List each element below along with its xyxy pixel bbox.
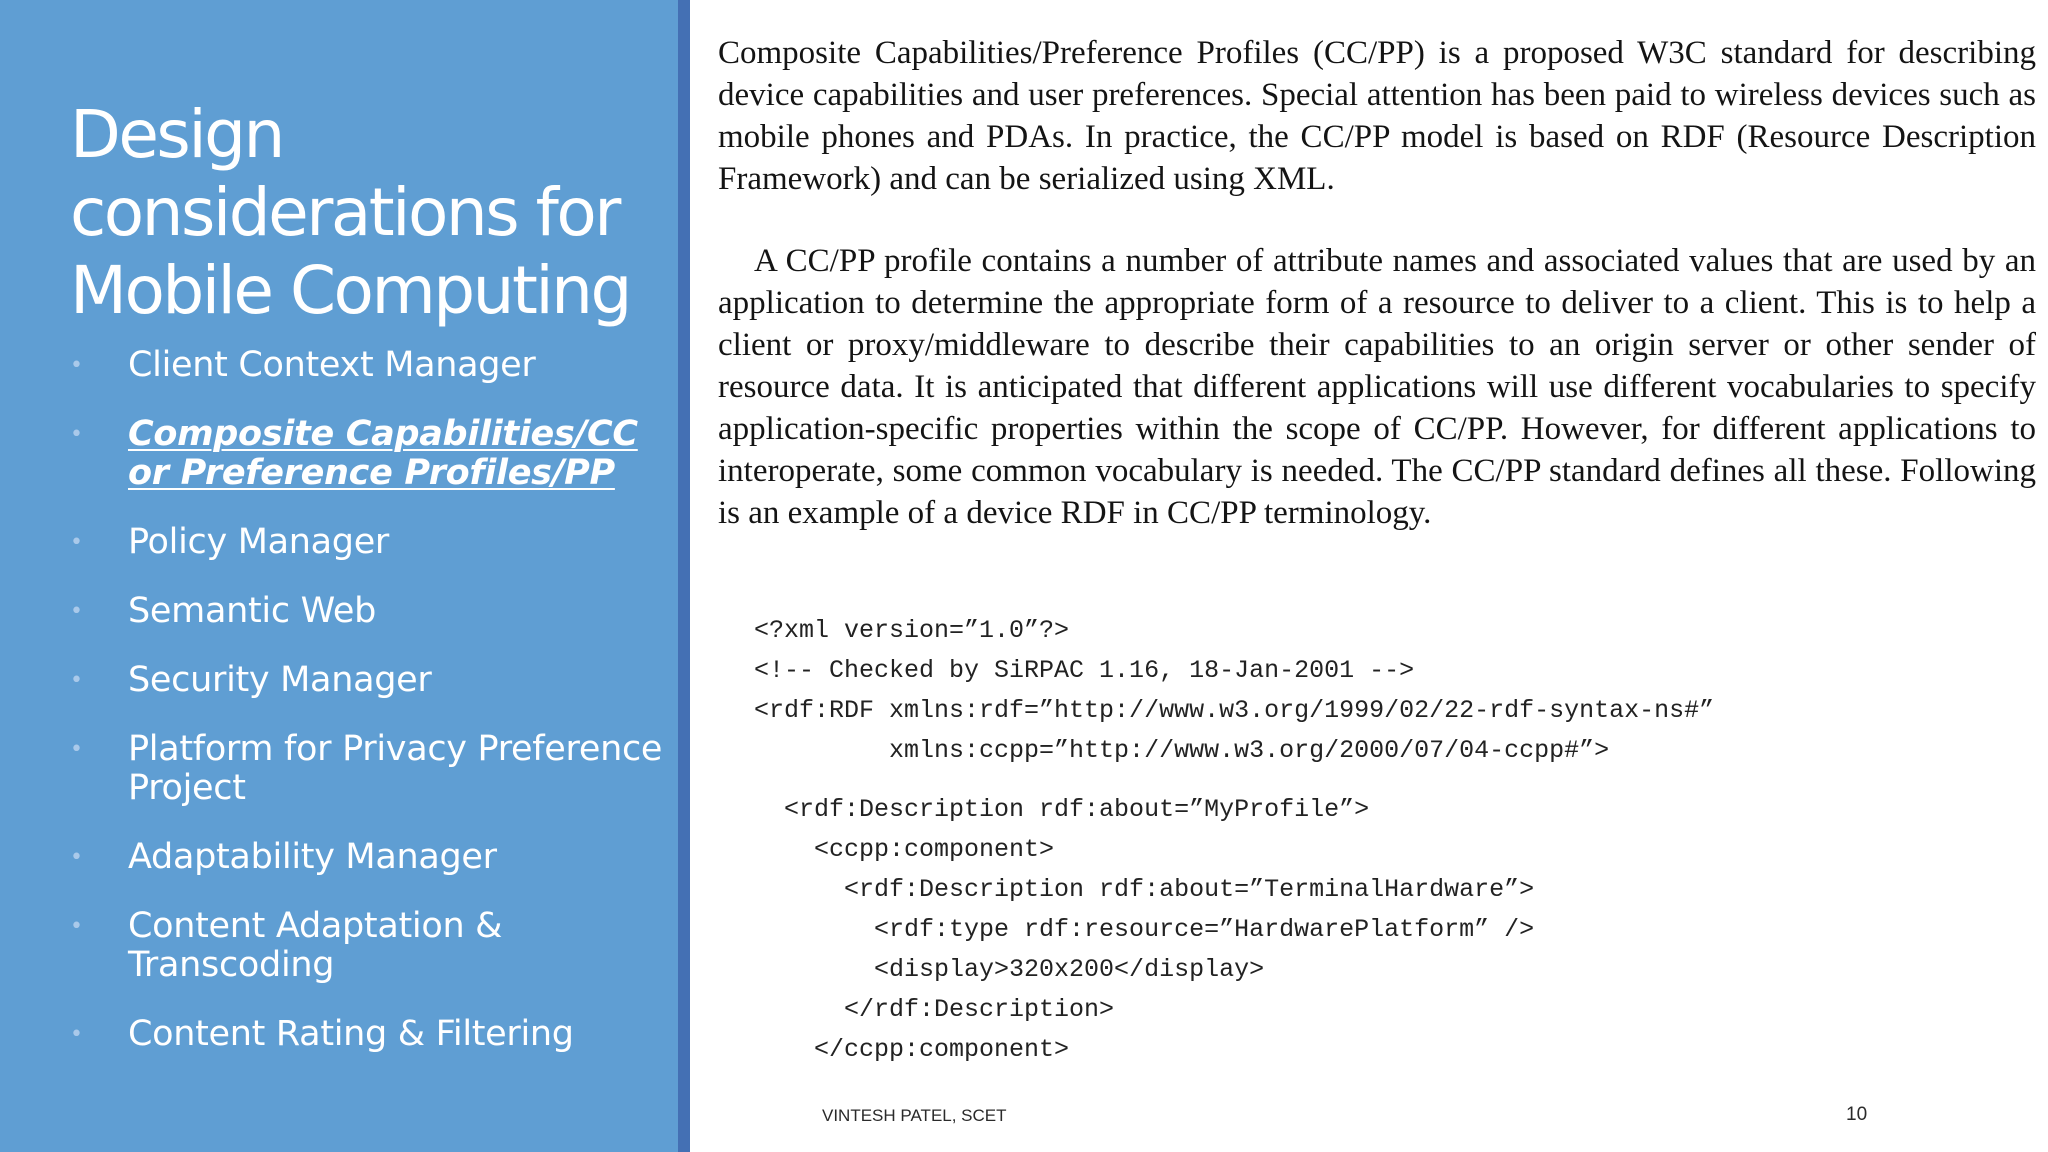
code-line: <?xml version=”1.0”?> [754,616,1070,645]
code-line: xmlns:ccpp=”http://www.w3.org/2000/07/04-ccpp#”> [754,736,1610,765]
bullet-text: Platform for Privacy Preference Project [128,729,663,808]
bullet-dot-icon: • [70,530,83,555]
document-paragraph: Composite Capabilities/Preference Profiles (CC/PP) is a proposed W3C standard for describing device capabilities and user preferences. Special attention has been paid to wireless devices such as mobile phones and PDAs. In practice, the CC/PP model is based on RDF (Resource Description Framework) and can be serialized using XML. [718,35,2036,197]
footer-author: VINTESH PATEL, SCET [822,1106,1007,1125]
bullet-item [70,1015,670,1054]
code-line: </rdf:Description> [754,995,1115,1024]
document-paragraph: A CC/PP profile contains a number of attribute names and associated values that are used by an application to determine the appropriate form of a resource to deliver to a client. This is to help a client or proxy/middleware to describe their capabilities to an origin server or other sender of resource data. It is anticipated that different applications will use different vocabularies to specify application-specific properties within the scope of CC/PP. However, for different applications to interoperate, some common vocabulary is needed. The CC/PP standard defines all these. Following is an example of a device RDF in CC/PP terminology. [718,243,2036,531]
bullet-dot-icon: • [70,668,83,693]
bullet-text: Client Context Manager [128,345,536,385]
panel-edge-divider [678,0,690,1152]
bullet-text: Adaptability Manager [128,837,497,877]
left-panel [0,0,678,1152]
bullet-text: Semantic Web [128,591,376,631]
bullet-dot-icon: • [70,353,83,378]
code-line: <!-- Checked by SiRPAC 1.16, 18-Jan-2001 --> [754,656,1415,685]
bullet-list [70,346,670,1084]
code-line: </ccpp:component> [754,1035,1070,1064]
bullet-item [70,523,670,562]
code-sample [754,616,1715,1064]
bullet-dot-icon: • [70,914,83,939]
bullet-dot-icon: • [70,845,83,870]
bullet-item [70,661,670,700]
bullet-text: Policy Manager [128,522,390,562]
bullet-item [70,838,670,877]
bullet-item-link[interactable] [70,415,670,493]
bullet-item [70,730,670,808]
bullet-item [70,346,670,385]
code-line: <ccpp:component> [754,835,1055,864]
bullet-link-text[interactable]: Composite Capabilities/CC or Preference Profiles/PP [128,414,638,493]
code-line: <display>320x200</display> [754,955,1265,984]
bullet-dot-icon: • [70,737,83,762]
code-line: <rdf:type rdf:resource=”HardwarePlatform” /> [754,915,1535,944]
code-line: <rdf:Description rdf:about=”TerminalHardware”> [754,875,1535,904]
code-line: <rdf:Description rdf:about=”MyProfile”> [754,795,1370,824]
bullet-item [70,592,670,631]
bullet-dot-icon: • [70,422,83,447]
bullet-item [70,907,670,985]
slide-title: Design considerations for Mobile Computing [70,96,630,329]
bullet-text: Content Rating & Filtering [128,1014,574,1054]
bullet-text: Security Manager [128,660,432,700]
code-line: <rdf:RDF xmlns:rdf=”http://www.w3.org/1999/02/22-rdf-syntax-ns#” [754,696,1715,725]
bullet-dot-icon: • [70,599,83,624]
bullet-text: Content Adaptation & Transcoding [128,906,503,985]
page-number: 10 [1846,1104,1868,1125]
bullet-dot-icon: • [70,1022,83,1047]
scanned-document [718,0,2038,1152]
